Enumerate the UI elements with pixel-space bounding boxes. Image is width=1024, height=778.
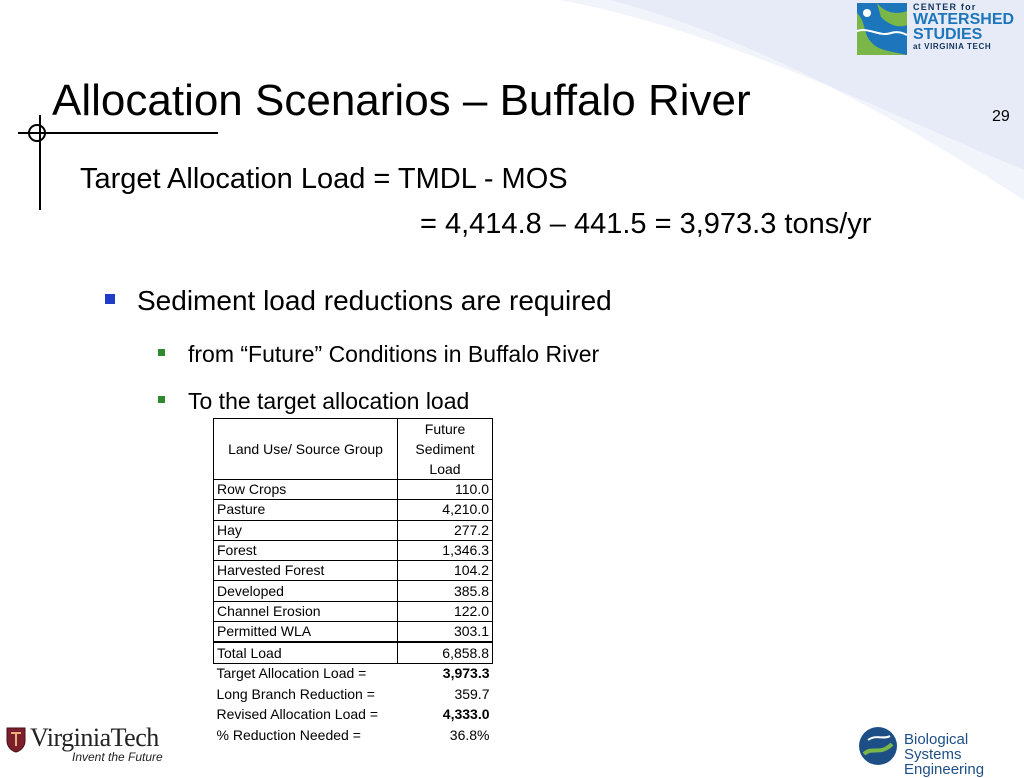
table-header-row (214, 419, 493, 480)
sub-bullet-text: from “Future” Conditions in Buffalo River (188, 341, 600, 367)
watershed-studies-logo (857, 3, 1019, 55)
table-row (214, 561, 493, 581)
row-value: 303.1 (398, 622, 493, 643)
header-sediment: Sediment (415, 441, 475, 457)
row-value: 122.0 (398, 601, 493, 621)
row-label: Forest (214, 540, 398, 560)
summary-label: Revised Allocation Load = (216, 706, 378, 723)
virginia-tech-logo (6, 723, 166, 765)
slide-title: Allocation Scenarios – Buffalo River (52, 76, 751, 125)
table-row (214, 540, 493, 560)
summary-row (214, 663, 493, 684)
header-load: Load (429, 461, 461, 477)
total-value: 6,858.8 (398, 642, 493, 663)
column-header-land-use: Land Use/ Source Group (214, 419, 398, 480)
vt-shield-icon (6, 727, 26, 753)
watershed-emblem-icon (857, 3, 907, 55)
row-value: 277.2 (398, 520, 493, 540)
logo-at-virginia-tech: at VIRGINIA TECH (913, 42, 992, 51)
summary-value: 36.8% (449, 726, 490, 743)
square-bullet-icon (105, 294, 115, 304)
equation-line-1: Target Allocation Load = TMDL - MOS (80, 163, 568, 195)
row-value: 104.2 (398, 561, 493, 581)
page-number: 29 (992, 108, 1010, 125)
table-row (214, 622, 493, 643)
sub-bullet-text: To the target allocation load (188, 388, 470, 414)
total-label: Total Load (214, 642, 398, 663)
square-bullet-icon (158, 349, 165, 356)
square-bullet-icon (158, 396, 165, 403)
biological-systems-engineering-logo (858, 724, 1024, 778)
summary-value: 359.7 (454, 685, 490, 702)
logo-watershed: WATERSHED (913, 11, 1015, 28)
vt-tagline: Invent the Future (72, 750, 163, 764)
summary-label: Long Branch Reduction = (216, 685, 375, 702)
column-header-future-load (398, 419, 493, 480)
summary-value: 4,333.0 (442, 706, 490, 723)
header-future: Future (424, 421, 466, 437)
summary-row (214, 705, 493, 726)
main-bullet-text: Sediment load reductions are required (137, 285, 612, 316)
bse-line-1: Biological Systems (904, 731, 969, 763)
sediment-load-table (213, 418, 493, 746)
row-value: 110.0 (398, 480, 493, 500)
row-label: Developed (214, 581, 398, 601)
table-row (214, 520, 493, 540)
summary-label: Target Allocation Load = (216, 665, 367, 682)
row-value: 1,346.3 (398, 540, 493, 560)
table-row (214, 500, 493, 520)
row-value: 385.8 (398, 581, 493, 601)
row-label: Channel Erosion (214, 601, 398, 621)
row-label: Permitted WLA (214, 622, 398, 643)
table-row (214, 581, 493, 601)
table-row (214, 480, 493, 500)
summary-label: % Reduction Needed = (216, 726, 361, 743)
vt-wordmark: VirginiaTech (30, 723, 159, 752)
table-total-row (214, 642, 493, 663)
summary-value: 3,973.3 (442, 665, 490, 682)
row-label: Row Crops (214, 480, 398, 500)
row-label: Pasture (214, 500, 398, 520)
row-label: Hay (214, 520, 398, 540)
equation-line-2: = 4,414.8 – 441.5 = 3,973.3 tons/yr (420, 208, 872, 240)
summary-row (214, 725, 493, 746)
table-row (214, 601, 493, 621)
summary-row (214, 684, 493, 705)
logo-studies: STUDIES (913, 26, 983, 43)
bse-globe-icon (858, 726, 898, 766)
bse-line-2: Engineering (904, 761, 985, 778)
row-value: 4,210.0 (398, 500, 493, 520)
row-label: Harvested Forest (214, 561, 398, 581)
logo-center-for: CENTER for (913, 2, 977, 12)
